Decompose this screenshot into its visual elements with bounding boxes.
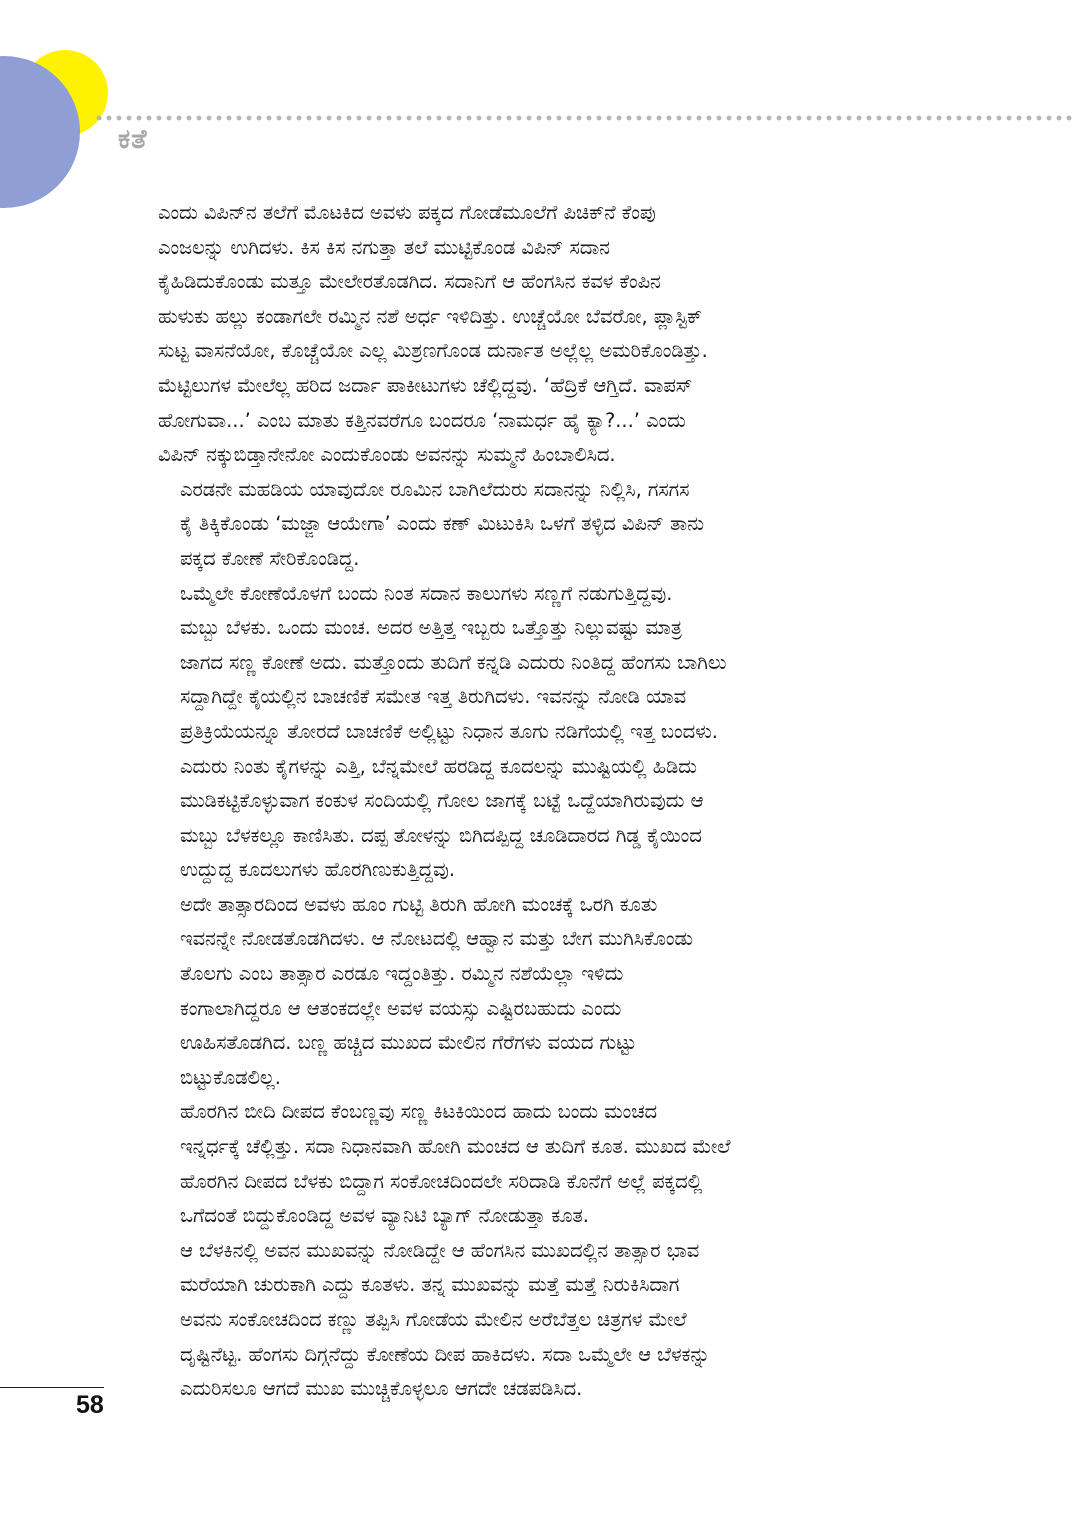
text-line: ಇನ್ನರ್ಧಕ್ಕೆ ಚೆಲ್ಲಿತ್ತು. ಸದಾ ನಿಧಾನವಾಗಿ ಹೋಗಿ ಮಂಚದ ಆ ತುದಿಗೆ ಕೂತ. ಮುಖದ ಮೇಲೆ (180, 1135, 731, 1159)
text-line: ಮಬ್ಬು ಬೆಳಕು. ಒಂದು ಮಂಚ. ಅದರ ಅತ್ತಿತ್ತ ಇಬ್ಬರು ಒತ್ತೊತ್ತು ನಿಲ್ಲುವಷ್ಟು ಮಾತ್ರ (180, 616, 682, 640)
text-line: ಎರಡನೇ ಮಹಡಿಯ ಯಾವುದೋ ರೂಮಿನ ಬಾಗಿಲೆದುರು ಸದಾನನ್ನು ನಿಲ್ಲಿಸಿ, ಗಸಗಸ (180, 477, 690, 501)
text-line: ಒಮ್ಮೆಲೇ ಕೋಣೆಯೊಳಗೆ ಬಂದು ನಿಂತ ಸದಾನ ಕಾಲುಗಳು ಸಣ್ಣಗೆ ನಡುಗುತ್ತಿದ್ದವು. (180, 581, 673, 605)
text-line: ಆ ಬೆಳಕಿನಲ್ಲಿ ಅವನ ಮುಖವನ್ನು ನೋಡಿದ್ದೇ ಆ ಹೆಂಗಸಿನ ಮುಖದಲ್ಲಿನ ತಾತ್ಸಾರ ಭಾವ (180, 1238, 700, 1262)
text-line: ಬಿಟ್ಟುಕೊಡಲಿಲ್ಲ. (180, 1065, 281, 1089)
text-line: ಕಂಗಾಲಾಗಿದ್ದರೂ ಆ ಆತಂಕದಲ್ಲೇ ಅವಳ ವಯಸ್ಸು ಎಷ್ಟಿರಬಹುದು ಎಂದು (180, 996, 622, 1020)
text-line: ಎಂದು ವಿಪಿನ್‌ನ ತಲೆಗೆ ಮೊಟಕಿದ ಅವಳು ಪಕ್ಕದ ಗೋಡೆಮೂಲೆಗೆ ಪಿಚಿಕ್‌ನೆ ಕೆಂಪು (158, 201, 656, 224)
text-line: ದೃಷ್ಟಿನೆಟ್ಟ. ಹೆಂಗಸು ದಿಗ್ಗನೆದ್ದು ಕೋಣೆಯ ದೀಪ ಹಾಕಿದಳು. ಸದಾ ಒಮ್ಮೆಲೇ ಆ ಬೆಳಕನ್ನು (180, 1342, 710, 1366)
text-line: ಊಹಿಸತೊಡಗಿದ. ಬಣ್ಣ ಹಚ್ಚಿದ ಮುಖದ ಮೇಲಿನ ಗೆರೆಗಳು ವಯದ ಗುಟ್ಟು (180, 1031, 637, 1055)
text-line: ಒಗೆದಂತೆ ಬಿದ್ದುಕೊಂಡಿದ್ದ ಅವಳ ವ್ಯಾನಿಟಿ ಬ್ಯಾಗ್ ನೋಡುತ್ತಾ ಕೂತ. (180, 1204, 589, 1228)
text-line: ಮೆಟ್ಟಿಲುಗಳ ಮೇಲೆಲ್ಲ ಹರಿದ ಜರ್ದಾ ಪಾಕೀಟುಗಳು ಚೆಲ್ಲಿದ್ದವು. ‘ಹೆದ್ರಿಕೆ ಆಗ್ತಿದೆ. ವಾಪಸ್ (158, 373, 693, 397)
footer-rule (0, 1387, 104, 1388)
text-line: ಎಂಜಲನ್ನು ಉಗಿದಳು. ಕಿಸ ಕಿಸ ನಗುತ್ತಾ ತಲೆ ಮುಟ್ಟಿಕೊಂಡ ವಿಪಿನ್ ಸದಾನ (158, 235, 610, 259)
text-line: ಕೈಹಿಡಿದುಕೊಂಡು ಮತ್ತೂ ಮೇಲೇರತೊಡಗಿದ. ಸದಾನಿಗೆ ಆ ಹೆಂಗಸಿನ ಕವಳ ಕೆಂಪಿನ (158, 270, 661, 294)
text-line: ಹೊರಗಿನ ದೀಪದ ಬೆಳಕು ಬಿದ್ದಾಗ ಸಂಕೋಚದಿಂದಲೇ ಸರಿದಾಡಿ ಕೊನೆಗೆ ಅಲ್ಲೆ ಪಕ್ಕದಲ್ಲಿ (180, 1169, 703, 1193)
paragraph (158, 1234, 928, 1407)
section-label: ಕತೆ (118, 124, 148, 155)
text-line: ಹೊರಗಿನ ಬೀದಿ ದೀಪದ ಕೆಂಬಣ್ಣವು ಸಣ್ಣ ಕಿಟಕಿಯಿಂದ ಹಾದು ಬಂದು ಮಂಚದ (180, 1100, 657, 1124)
paragraph (158, 888, 928, 1096)
dotted-header-rule (94, 115, 1072, 121)
text-line: ಜಾಗದ ಸಣ್ಣ ಕೋಣೆ ಅದು. ಮತ್ತೊಂದು ತುದಿಗೆ ಕನ್ನಡಿ ಎದುರು ನಿಂತಿದ್ದ ಹೆಂಗಸು ಬಾಗಿಲು (180, 650, 727, 674)
page-number: 58 (76, 1391, 104, 1419)
paragraph (158, 1095, 928, 1233)
text-line: ಅವನು ಸಂಕೋಚದಿಂದ ಕಣ್ಣು ತಪ್ಪಿಸಿ ಗೋಡೆಯ ಮೇಲಿನ ಅರೆಬೆತ್ತಲ ಚಿತ್ರಗಳ ಮೇಲೆ (180, 1308, 687, 1331)
text-line: ಎದುರಿಸಲೂ ಆಗದೆ ಮುಖ ಮುಚ್ಚಿಕೊಳ್ಳಲೂ ಆಗದೇ ಚಡಪಡಿಸಿದ. (180, 1377, 583, 1401)
text-line: ಇವನನ್ನೇ ನೋಡತೊಡಗಿದಳು. ಆ ನೋಟದಲ್ಲಿ ಆಹ್ವಾನ ಮತ್ತು ಬೇಗ ಮುಗಿಸಿಕೊಂಡು (180, 927, 693, 951)
text-line: ತೊಲಗು ಎಂಬ ತಾತ್ಸಾರ ಎರಡೂ ಇದ್ದಂತಿತ್ತು. ರಮ್ಮಿನ ನಶೆಯೆಲ್ಲಾ ಇಳಿದು (180, 962, 624, 986)
text-line: ಸುಟ್ಟ ವಾಸನೆಯೋ, ಕೊಚ್ಚೆಯೋ ಎಲ್ಲ ಮಿಶ್ರಣಗೊಂಡ ದುರ್ನಾತ ಅಲ್ಲೆಲ್ಲ ಅಮರಿಕೊಂಡಿತ್ತು. (158, 339, 708, 363)
text-line: ಮಬ್ಬು ಬೆಳಕಲ್ಲೂ ಕಾಣಿಸಿತು. ದಪ್ಪ ತೋಳನ್ನು ಬಿಗಿದಪ್ಪಿದ್ದ ಚೂಡಿದಾರದ ಗಿಡ್ಡ ಕೈಯಿಂದ (180, 823, 702, 847)
paragraph (158, 473, 928, 577)
text-line: ಹೋಗುವಾ...’ ಎಂಬ ಮಾತು ಕತ್ತಿನವರೆಗೂ ಬಂದರೂ ‘ನಾಮರ್ಧ ಹೈ ಕ್ಯಾ?...’ ಎಂದು (158, 408, 686, 432)
text-line: ಎದುರು ನಿಂತು ಕೈಗಳನ್ನು ಎತ್ತಿ, ಬೆನ್ನಮೇಲೆ ಹರಡಿದ್ದ ಕೂದಲನ್ನು ಮುಷ್ಟಿಯಲ್ಲಿ ಹಿಡಿದು (180, 754, 697, 778)
text-line: ಪಕ್ಕದ ಕೋಣೆ ಸೇರಿಕೊಂಡಿದ್ದ. (180, 546, 360, 570)
text-line: ಮರೆಯಾಗಿ ಚುರುಕಾಗಿ ಎದ್ದು ಕೂತಳು. ತನ್ನ ಮುಖವನ್ನು ಮತ್ತೆ ಮತ್ತೆ ನಿರುಕಿಸಿದಾಗ (180, 1273, 680, 1297)
text-line: ಅದೇ ತಾತ್ಸಾರದಿಂದ ಅವಳು ಹೂಂ ಗುಟ್ಟಿ ತಿರುಗಿ ಹೋಗಿ ಮಂಚಕ್ಕೆ ಒರಗಿ ಕೂತು (180, 892, 658, 916)
text-line: ಹುಳುಕು ಹಲ್ಲು ಕಂಡಾಗಲೇ ರಮ್ಮಿನ ನಶೆ ಅರ್ಧ ಇಳಿದಿತ್ತು. ಉಚ್ಚೆಯೋ ಬೆವರೋ, ಪ್ಲಾಸ್ಟಿಕ್ (158, 304, 703, 328)
paragraph (158, 196, 928, 473)
text-line: ಕೈ ತಿಕ್ಕಿಕೊಂಡು ‘ಮಜ್ಜಾ ಆಯೇಗಾ’ ಎಂದು ಕಣ್ ಮಿಟುಕಿಸಿ ಒಳಗೆ ತಳ್ಳಿದ ವಿಪಿನ್ ತಾನು (180, 512, 705, 536)
text-line: ಮುಡಿಕಟ್ಟಿಕೊಳ್ಳುವಾಗ ಕಂಕುಳ ಸಂದಿಯಲ್ಲಿ ಗೋಲ ಜಾಗಕ್ಕೆ ಬಟ್ಟೆ ಒದ್ದೆಯಾಗಿರುವುದು ಆ (180, 789, 704, 813)
paragraph (158, 577, 928, 888)
text-line: ಉದ್ದುದ್ದ ಕೂದಲುಗಳು ಹೊರಗಿಣುಕುತ್ತಿದ್ದವು. (180, 858, 456, 882)
article-body (158, 196, 928, 1407)
text-line: ಪ್ರತಿಕ್ರಿಯೆಯನ್ನೂ ತೋರದೆ ಬಾಚಣಿಕೆ ಅಲ್ಲಿಟ್ಟು ನಿಧಾನ ತೂಗು ನಡಿಗೆಯಲ್ಲಿ ಇತ್ತ ಬಂದಳು. (180, 719, 718, 743)
text-line: ಸದ್ದಾಗಿದ್ದೇ ಕೈಯಲ್ಲಿನ ಬಾಚಣಿಕೆ ಸಮೇತ ಇತ್ತ ತಿರುಗಿದಳು. ಇವನನ್ನು ನೋಡಿ ಯಾವ (180, 685, 687, 709)
text-line: ವಿಪಿನ್ ನಕ್ಕುಬಿಡ್ತಾನೇನೋ ಎಂದುಕೊಂಡು ಅವನನ್ನು ಸುಮ್ಮನೆ ಹಿಂಬಾಲಿಸಿದ. (158, 443, 616, 467)
